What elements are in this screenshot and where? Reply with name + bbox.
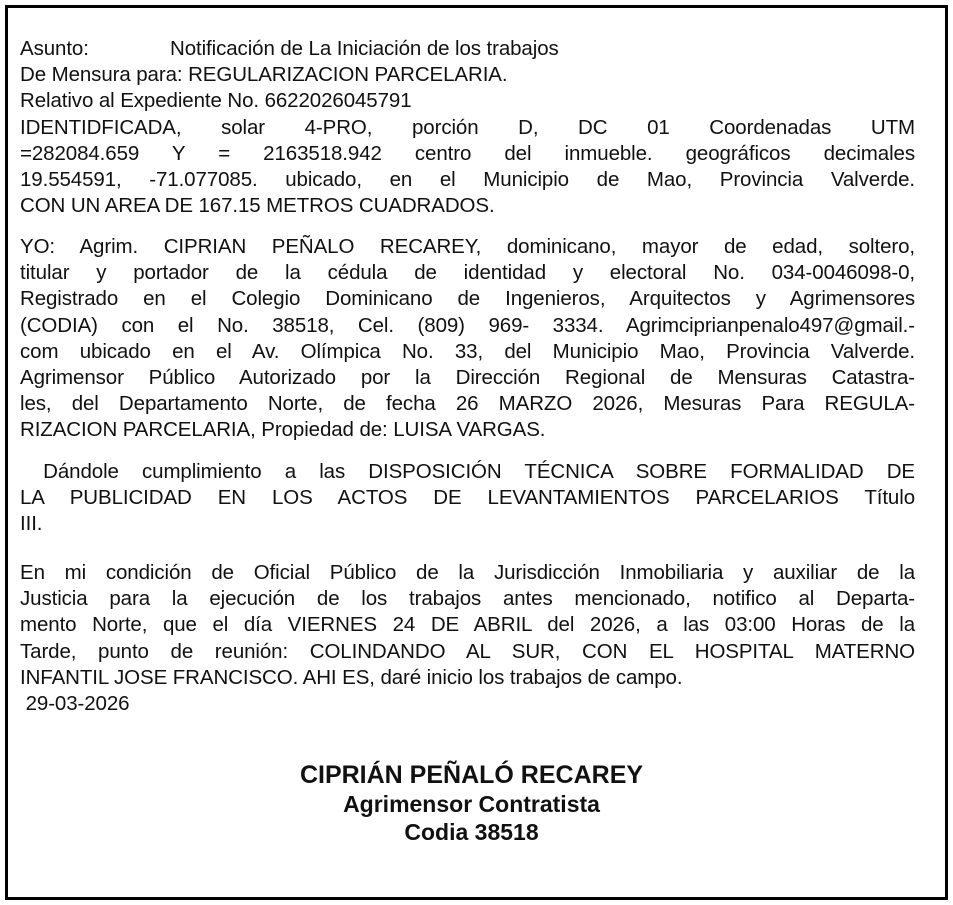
text-line: les, del Departamento Norte, de fecha 26 MARZO 2026, Mesuras Para REGULA-	[20, 392, 915, 416]
signature-name: CIPRIÁN PEÑALÓ RECAREY	[299, 761, 644, 789]
subject-label: Asunto:	[20, 37, 89, 60]
text-line: titular y portador de la cédula de identidad y electoral No. 034-0046098-0,	[20, 261, 915, 285]
text-line: Agrimensor Público Autorizado por la Dirección Regional de Mensuras Catastra-	[20, 366, 915, 390]
subject-text: Notificación de La Iniciación de los trabajos	[170, 37, 559, 60]
text-line: Dándole cumplimiento a las DISPOSICIÓN TÉCNICA SOBRE FORMALIDAD DE	[20, 460, 915, 483]
text-line: 19.554591, -71.077085. ubicado, en el Municipio de Mao, Provincia Valverde.	[20, 168, 915, 192]
text-line: YO: Agrim. CIPRIAN PEÑALO RECAREY, dominicano, mayor de edad, soltero,	[20, 235, 915, 258]
text-line: Justicia para la ejecución de los trabajos antes mencionado, notifico al Departa-	[20, 587, 915, 611]
text-line: Relativo al Expediente No. 6622026045791	[20, 89, 412, 113]
text-line: III.	[20, 512, 43, 536]
text-line: INFANTIL JOSE FRANCISCO. AHI ES, daré inicio los trabajos de campo.	[20, 665, 683, 689]
subject-block	[20, 36, 915, 219]
text-line: IDENTIDFICADA, solar 4-PRO, porción D, DC 01 Coordenadas UTM	[20, 115, 915, 139]
text-line: Tarde, punto de reunión: COLINDANDO AL SUR, CON EL HOSPITAL MATERNO	[20, 639, 915, 663]
text-line: Registrado en el Colegio Dominicano de Ingenieros, Arquitectos y Agrimensores	[20, 287, 915, 311]
disposition-block	[20, 459, 915, 538]
text-line: En mi condición de Oficial Público de la Jurisdicción Inmobiliaria y auxiliar de la	[20, 561, 915, 584]
text-line: com ubicado en el Av. Olímpica No. 33, del Municipio Mao, Provincia Valverde.	[20, 339, 915, 363]
text-line: CON UN AREA DE 167.15 METROS CUADRADOS.	[20, 194, 495, 218]
signature-title: Agrimensor Contratista	[343, 791, 600, 817]
text-line: De Mensura para: REGULARIZACION PARCELARIA.	[20, 63, 508, 87]
text-line: LA PUBLICIDAD EN LOS ACTOS DE LEVANTAMIENTOS PARCELARIOS Título	[20, 486, 915, 510]
signature-codia: Codia 38518	[404, 819, 539, 845]
subject-line	[20, 36, 915, 62]
date-line: 29-03-2026	[20, 692, 130, 716]
text-line: RIZACION PARCELARIA, Propiedad de: LUISA VARGAS.	[20, 418, 546, 442]
text-line: (CODIA) con el No. 38518, Cel. (809) 969- 3334. Agrimciprianpenalo497@gmail.-	[20, 313, 915, 337]
text-line: =282084.659 Y = 2163518.942 centro del inmueble. geográficos decimales	[20, 141, 915, 165]
notification-block	[20, 560, 915, 717]
surveyor-block	[20, 234, 915, 444]
text-line: mento Norte, que el día VIERNES 24 DE ABRIL del 2026, a las 03:00 Horas de la	[20, 613, 915, 637]
